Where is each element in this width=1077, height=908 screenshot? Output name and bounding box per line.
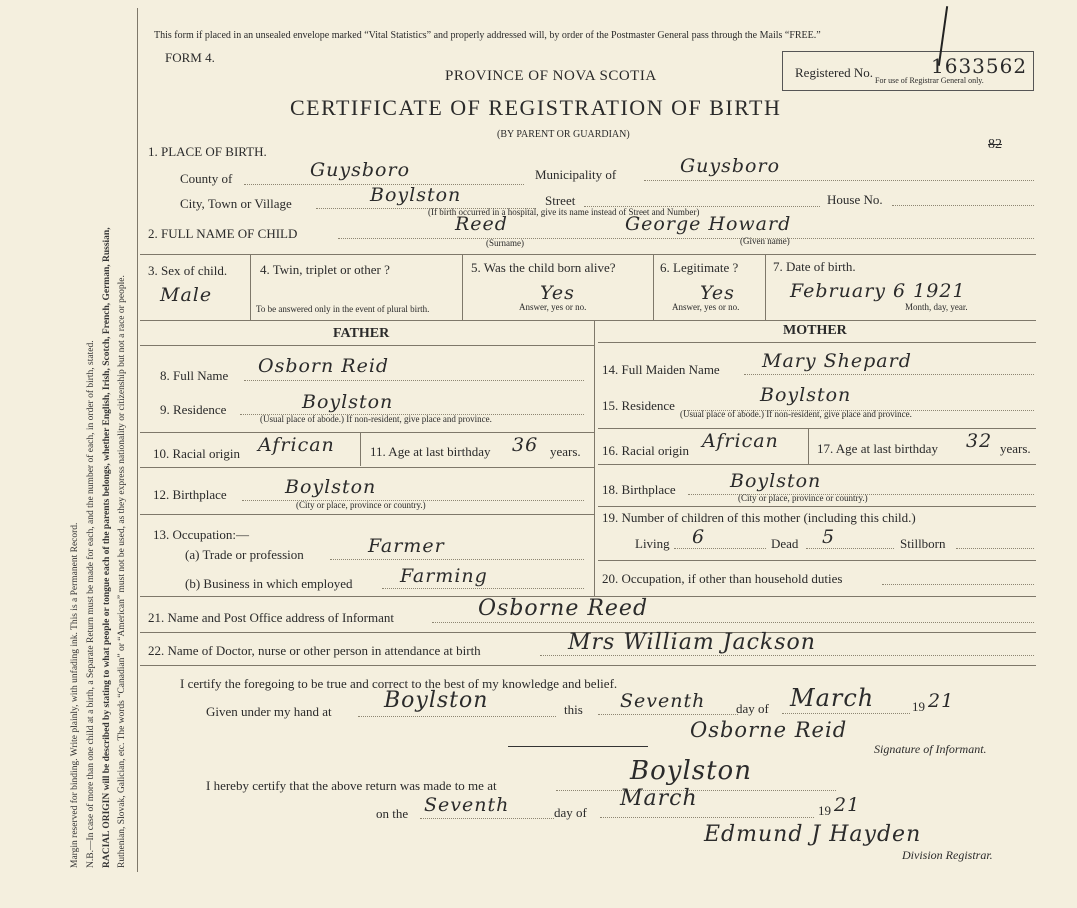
legit-note: Answer, yes or no. bbox=[672, 302, 740, 312]
municipality-label: Municipality of bbox=[535, 167, 617, 182]
father-residence-label: 9. Residence bbox=[160, 402, 227, 417]
title: CERTIFICATE OF REGISTRATION OF BIRTH bbox=[290, 95, 782, 120]
father-birthplace-label: 12. Birthplace bbox=[153, 487, 227, 502]
mother-heading: MOTHER bbox=[783, 323, 847, 338]
trade-label: (a) Trade or profession bbox=[185, 547, 304, 562]
mother-birthplace: Boylston bbox=[730, 470, 822, 492]
father-name-label: 8. Full Name bbox=[160, 368, 229, 383]
mother-birthplace-note: (City or place, province or country.) bbox=[738, 493, 868, 503]
street-label: Street bbox=[545, 193, 576, 208]
mother-age-label: 17. Age at last birthday bbox=[817, 441, 938, 456]
mother-residence-label: 15. Residence bbox=[602, 398, 675, 413]
father-residence: Boylston bbox=[302, 391, 394, 413]
informant-label: 21. Name and Post Office address of Informant bbox=[148, 610, 394, 625]
living-value: 6 bbox=[692, 526, 706, 548]
registered-sub: For use of Registrar General only. bbox=[875, 76, 984, 85]
municipality-value: Guysboro bbox=[680, 155, 781, 177]
corner-mark: 82 bbox=[988, 137, 1002, 152]
mother-years: years. bbox=[1000, 441, 1031, 456]
registrar-day-label: day of bbox=[554, 805, 587, 820]
divider bbox=[782, 713, 910, 714]
side-note-1: Margin reserved for binding. Write plainly, with unfading ink. This is a Permanent Record. bbox=[70, 522, 80, 868]
side-note-2: N.B.—In case of more than one child at a birth, a Separate Return must be made for each, and the number of each, in order of birth, stated. bbox=[86, 340, 96, 868]
alive-value: Yes bbox=[540, 282, 575, 304]
father-name: Osborn Reid bbox=[258, 355, 390, 377]
registered-box bbox=[782, 51, 1034, 91]
divider bbox=[806, 548, 894, 549]
row3-top-border bbox=[140, 254, 1036, 255]
county-value: Guysboro bbox=[310, 159, 411, 181]
city-label: City, Town or Village bbox=[180, 196, 292, 211]
divider bbox=[360, 432, 361, 466]
margin-line bbox=[137, 8, 138, 872]
certify-line: I certify the foregoing to be true and correct to the best of my knowledge and belief. bbox=[180, 676, 618, 691]
dead-label: Dead bbox=[771, 536, 799, 551]
divider bbox=[808, 428, 809, 464]
father-age-label: 11. Age at last birthday bbox=[370, 444, 491, 459]
divider bbox=[330, 559, 584, 560]
divider bbox=[140, 432, 594, 433]
city-value: Boylston bbox=[370, 184, 462, 206]
child-surname: Reed bbox=[455, 213, 508, 235]
doctor-label: 22. Name of Doctor, nurse or other person in attendance at birth bbox=[148, 643, 481, 658]
legit-label: 6. Legitimate ? bbox=[660, 260, 739, 275]
father-heading: FATHER bbox=[333, 326, 390, 341]
house-line bbox=[892, 205, 1034, 206]
form-number: FORM 4. bbox=[165, 50, 215, 65]
divider bbox=[598, 428, 1036, 429]
mother-name: Mary Shepard bbox=[762, 350, 912, 372]
business-label: (b) Business in which employed bbox=[185, 576, 353, 591]
mother-age: 32 bbox=[966, 430, 993, 452]
registrar-month: March bbox=[620, 786, 698, 811]
occupation-label: 13. Occupation:— bbox=[153, 527, 250, 542]
father-birthplace-note: (City or place, province or country.) bbox=[296, 500, 426, 510]
mother-birthplace-label: 18. Birthplace bbox=[602, 482, 676, 497]
registrar-year: 21 bbox=[834, 794, 861, 816]
registrar-line: I hereby certify that the above return was made to me at bbox=[206, 778, 497, 793]
trade-value: Farmer bbox=[368, 535, 445, 557]
informant-signature-label: Signature of Informant. bbox=[874, 742, 987, 756]
given-year: 21 bbox=[928, 690, 955, 712]
divider bbox=[598, 560, 1036, 561]
registered-label: Registered No. bbox=[795, 65, 873, 80]
stillborn-label: Stillborn bbox=[900, 536, 946, 551]
signature-rule bbox=[508, 746, 648, 747]
father-residence-note: (Usual place of abode.) If non-resident, give place and province. bbox=[260, 414, 492, 424]
given-year-prefix: 19 bbox=[912, 699, 925, 714]
side-note-3: RACIAL ORIGIN will be described by stating to what people or tongue each of the parents belongs, whether English, Irish, Scotch, French, German, Russian, bbox=[102, 227, 112, 868]
legit-value: Yes bbox=[700, 282, 735, 304]
house-label: House No. bbox=[827, 192, 883, 207]
top-note: This form if placed in an unsealed envelope marked “Vital Statistics” and properly addressed will, by order of the Postmaster General pass through the Mails “FREE.” bbox=[154, 30, 821, 41]
county-label: County of bbox=[180, 171, 233, 186]
sex-label: 3. Sex of child. bbox=[148, 263, 228, 278]
father-racial-label: 10. Racial origin bbox=[153, 446, 241, 461]
divider bbox=[140, 345, 594, 346]
municipality-line bbox=[644, 180, 1034, 181]
mother-racial: African bbox=[702, 430, 779, 452]
divider bbox=[598, 342, 1036, 343]
registrar-signature: Edmund J Hayden bbox=[704, 822, 922, 847]
divider bbox=[358, 716, 556, 717]
alive-note: Answer, yes or no. bbox=[519, 302, 587, 312]
children-label: 19. Number of children of this mother (including this child.) bbox=[602, 510, 916, 525]
child-line bbox=[338, 238, 1034, 239]
divider bbox=[674, 548, 766, 549]
divider bbox=[598, 464, 1036, 465]
given-day-label: day of bbox=[736, 701, 769, 716]
mother-occupation-label: 20. Occupation, if other than household duties bbox=[602, 571, 843, 586]
sex-value: Male bbox=[160, 284, 213, 306]
divider bbox=[598, 714, 738, 715]
divider bbox=[744, 374, 1034, 375]
divider bbox=[382, 588, 584, 589]
father-age: 36 bbox=[512, 434, 539, 456]
registrar-day: Seventh bbox=[424, 794, 510, 816]
doctor-value: Mrs William Jackson bbox=[568, 630, 816, 655]
hospital-note: (If birth occurred in a hospital, give its name instead of Street and Number) bbox=[428, 207, 700, 217]
twin-label: 4. Twin, triplet or other ? bbox=[260, 262, 390, 277]
divider bbox=[956, 548, 1034, 549]
mother-name-label: 14. Full Maiden Name bbox=[602, 362, 720, 377]
this-label: this bbox=[564, 702, 583, 717]
father-name-line bbox=[244, 380, 584, 381]
living-label: Living bbox=[635, 536, 670, 551]
given-label: Given under my hand at bbox=[206, 704, 332, 719]
divider bbox=[600, 817, 814, 818]
twin-note: To be answered only in the event of plural birth. bbox=[256, 304, 430, 314]
on-label: on the bbox=[376, 806, 409, 821]
province: PROVINCE OF NOVA SCOTIA bbox=[445, 68, 657, 84]
divider bbox=[598, 506, 1036, 507]
father-birthplace: Boylston bbox=[285, 476, 377, 498]
parent-divider bbox=[594, 320, 595, 596]
row3-bottom-border bbox=[140, 320, 1036, 321]
date-label: 7. Date of birth. bbox=[773, 259, 856, 274]
divider bbox=[140, 514, 594, 515]
registered-number: 1633562 bbox=[931, 54, 1028, 78]
mother-racial-label: 16. Racial origin bbox=[602, 443, 690, 458]
divider bbox=[250, 254, 251, 320]
divider bbox=[653, 254, 654, 320]
father-racial: African bbox=[258, 434, 335, 456]
informant-value: Osborne Reed bbox=[478, 596, 649, 621]
mother-residence-note: (Usual place of abode.) If non-resident, give place and province. bbox=[680, 409, 912, 419]
given-month: March bbox=[790, 684, 875, 712]
surname-note: (Surname) bbox=[486, 238, 524, 248]
date-value: February 6 1921 bbox=[790, 280, 966, 302]
divider bbox=[432, 622, 1034, 623]
divider bbox=[540, 655, 1034, 656]
place-label: 1. PLACE OF BIRTH. bbox=[148, 144, 267, 159]
divider bbox=[462, 254, 463, 320]
divider bbox=[140, 665, 1036, 666]
registrar-signature-label: Division Registrar. bbox=[902, 848, 993, 862]
divider bbox=[420, 818, 554, 819]
alive-label: 5. Was the child born alive? bbox=[471, 260, 616, 275]
given-day: Seventh bbox=[620, 690, 706, 712]
given-note: (Given name) bbox=[740, 236, 790, 246]
business-value: Farming bbox=[400, 565, 488, 587]
divider bbox=[140, 467, 594, 468]
child-given: George Howard bbox=[625, 213, 792, 235]
date-note: Month, day, year. bbox=[905, 302, 968, 312]
father-years: years. bbox=[550, 444, 581, 459]
registrar-year-prefix: 19 bbox=[818, 803, 831, 818]
subtitle: (BY PARENT OR GUARDIAN) bbox=[497, 129, 630, 140]
informant-signature: Osborne Reid bbox=[690, 718, 848, 742]
dead-value: 5 bbox=[822, 526, 836, 548]
child-label: 2. FULL NAME OF CHILD bbox=[148, 226, 298, 241]
side-note-4: Ruthenian, Slovak, Galician, etc. The words “Canadian” or “American” must not be used, as they express nationality or citizenship but not a race or people. bbox=[117, 275, 127, 868]
registrar-place: Boylston bbox=[630, 756, 752, 786]
mother-residence: Boylston bbox=[760, 384, 852, 406]
divider bbox=[765, 254, 766, 320]
given-place: Boylston bbox=[384, 688, 489, 713]
divider bbox=[882, 584, 1034, 585]
